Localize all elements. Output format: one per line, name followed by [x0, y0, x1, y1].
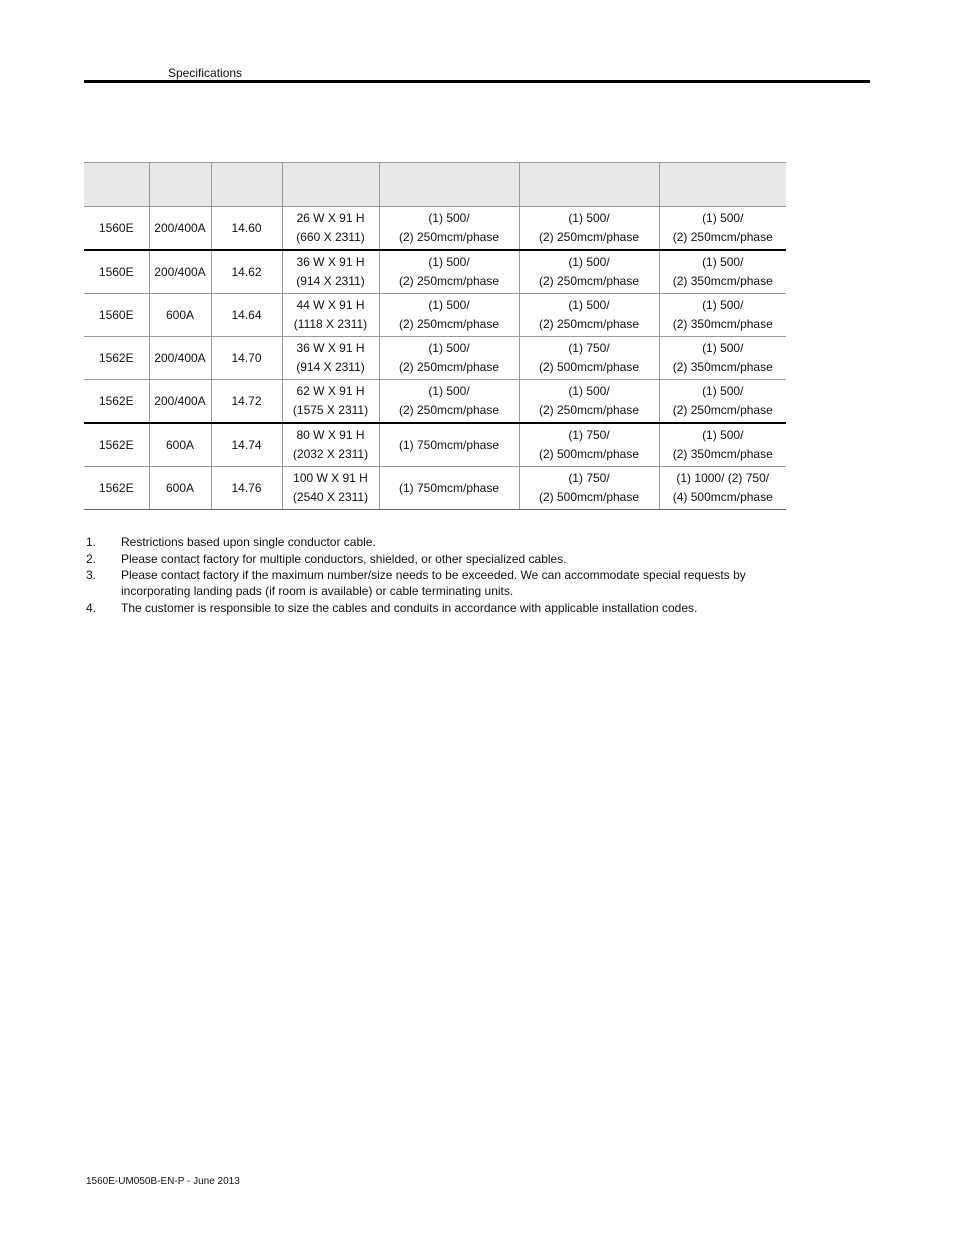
table-cell-line: (1) 750mcm/phase	[398, 480, 500, 495]
table-cell-line: (2) 250mcm/phase	[398, 360, 500, 374]
table-cell-line: (4) 500mcm/phase	[672, 490, 773, 504]
table-cell-line: (2) 500mcm/phase	[538, 360, 640, 374]
table-cell-line: (914 X 2311)	[296, 274, 365, 288]
table-cell	[519, 337, 659, 380]
table-cell-line: (2) 250mcm/phase	[398, 230, 500, 244]
table-cell	[659, 337, 786, 380]
table-cell-line: (2) 350mcm/phase	[672, 274, 773, 288]
table-cell-line: (2) 500mcm/phase	[538, 490, 640, 504]
table-row	[84, 207, 786, 251]
specifications-table	[84, 162, 786, 510]
table-cell: 14.60	[211, 207, 282, 251]
table-cell: 14.70	[211, 337, 282, 380]
table-cell-line: (2) 250mcm/phase	[398, 403, 500, 417]
footnote-number: 1.	[86, 535, 97, 549]
table-cell-line: (1) 500/	[428, 211, 470, 225]
table-cell: 600A	[149, 294, 211, 337]
table-cell	[519, 294, 659, 337]
table-cell-line: (1) 1000/ (2) 750/	[676, 471, 770, 485]
table-cell-line: (2) 250mcm/phase	[538, 403, 640, 417]
table-cell: 200/400A	[149, 380, 211, 424]
footnote-item	[86, 534, 786, 550]
table-cell-line: (2) 250mcm/phase	[538, 274, 640, 288]
table-cell	[519, 207, 659, 251]
table-cell-line: (2) 250mcm/phase	[538, 317, 640, 331]
footnote-number: 3.	[86, 568, 97, 582]
table-cell	[519, 250, 659, 294]
table-cell-line: 44 W X 91 H	[296, 298, 365, 312]
table-cell-line: (1) 500/	[702, 428, 744, 442]
footnote-text: Please contact factory for multiple conductors, shielded, or other specialized cables.	[121, 551, 567, 566]
table-cell: 1562E	[84, 337, 149, 380]
table-cell-line: (1) 500/	[428, 341, 470, 355]
table-cell: 1560E	[84, 250, 149, 294]
table-cell-line: (1) 500/	[428, 384, 470, 398]
table-row	[84, 337, 786, 380]
table-cell	[282, 207, 379, 251]
table-header-cell	[211, 163, 282, 207]
table-cell: 14.62	[211, 250, 282, 294]
table-cell-line: (660 X 2311)	[296, 230, 365, 244]
table-cell	[659, 380, 786, 424]
table-cell-line: (1118 X 2311)	[293, 317, 368, 331]
table-cell-line: (1) 500/	[428, 298, 470, 312]
table-cell	[282, 294, 379, 337]
table-cell-line: 80 W X 91 H	[296, 428, 365, 442]
footnote-text: Restrictions based upon single conductor cable.	[121, 535, 376, 549]
table-cell: 1560E	[84, 294, 149, 337]
table-cell: 14.76	[211, 467, 282, 510]
table-cell	[659, 294, 786, 337]
table-cell	[659, 207, 786, 251]
table-cell	[379, 207, 519, 251]
table-cell-line: (2) 350mcm/phase	[672, 447, 773, 461]
table-cell	[282, 380, 379, 424]
table-cell: 600A	[149, 467, 211, 510]
table-cell-line: (1) 500/	[702, 255, 744, 269]
table-cell: 200/400A	[149, 337, 211, 380]
table-cell	[282, 423, 379, 467]
table-cell: 1562E	[84, 423, 149, 467]
table-cell: 14.64	[211, 294, 282, 337]
table-header-cell	[519, 163, 659, 207]
table-cell-line: (2) 350mcm/phase	[672, 360, 773, 374]
table-cell-line: 36 W X 91 H	[296, 341, 365, 355]
table-body	[84, 207, 786, 510]
footnote-item	[86, 600, 786, 616]
table-cell	[379, 467, 519, 510]
table-cell-line: (2) 250mcm/phase	[672, 403, 773, 417]
table-row	[84, 467, 786, 510]
table-cell-line: 100 W X 91 H	[293, 471, 368, 485]
table-cell-line: (1575 X 2311)	[292, 403, 369, 417]
table-cell-line: (1) 500/	[428, 255, 470, 269]
table-cell-line: 36 W X 91 H	[296, 255, 365, 269]
table-cell-line: (2032 X 2311)	[292, 447, 369, 461]
footnotes	[86, 534, 786, 616]
table-header-cell	[282, 163, 379, 207]
table-row	[84, 250, 786, 294]
footnote-item	[86, 567, 786, 599]
table-row	[84, 423, 786, 467]
table-cell	[659, 250, 786, 294]
table-cell-line: (1) 750/	[568, 471, 610, 485]
footnote-number: 2.	[86, 551, 97, 566]
table-cell-line: (2) 250mcm/phase	[538, 230, 640, 244]
table-cell	[282, 467, 379, 510]
table-cell-line: (2) 250mcm/phase	[398, 274, 500, 288]
page-footer: 1560E-UM050B-EN-P - June 2013	[86, 1176, 240, 1187]
table-cell	[282, 337, 379, 380]
table-cell-line: (1) 500/	[568, 211, 610, 225]
table-header-cell	[84, 163, 149, 207]
table-cell: 1560E	[84, 207, 149, 251]
footnote-item	[86, 551, 786, 567]
table-cell-line: (1) 500/	[568, 298, 610, 312]
table-cell	[659, 423, 786, 467]
table-cell	[379, 423, 519, 467]
table-cell	[379, 294, 519, 337]
table-cell: 600A	[149, 423, 211, 467]
table-cell	[659, 467, 786, 510]
table-cell-line: (2) 500mcm/phase	[538, 447, 640, 461]
table-cell-line: (2) 250mcm/phase	[672, 230, 773, 244]
table-cell-line: (1) 500/	[568, 384, 610, 398]
table-cell	[379, 380, 519, 424]
table-cell: 14.74	[211, 423, 282, 467]
table-row	[84, 294, 786, 337]
table-cell-line: (1) 500/	[568, 255, 610, 269]
table-cell	[519, 423, 659, 467]
table-cell	[282, 250, 379, 294]
table-cell	[519, 380, 659, 424]
table-cell-line: 26 W X 91 H	[296, 211, 365, 225]
table-cell-line: (2540 X 2311)	[292, 490, 369, 504]
table-cell-line: 62 W X 91 H	[296, 384, 365, 398]
table-cell-line: (2) 350mcm/phase	[672, 317, 773, 331]
footnote-text: The customer is responsible to size the cables and conduits in accordance with applicable installation codes.	[121, 600, 698, 615]
table-cell: 200/400A	[149, 207, 211, 251]
table-header-cell	[149, 163, 211, 207]
table-header-row	[84, 163, 786, 207]
table-cell-line: (1) 500/	[702, 341, 744, 355]
table-cell-line: (1) 750/	[568, 341, 610, 355]
table-cell: 200/400A	[149, 250, 211, 294]
table-cell: 14.72	[211, 380, 282, 424]
table-header-cell	[379, 163, 519, 207]
table-cell-line: (1) 500/	[702, 211, 744, 225]
table-cell-line: (914 X 2311)	[296, 360, 365, 374]
table-cell: 1562E	[84, 467, 149, 510]
table-row	[84, 380, 786, 424]
header-rule	[84, 80, 870, 83]
table-header-cell	[659, 163, 786, 207]
footnote-text: Please contact factory if the maximum number/size needs to be exceeded. We can accommodate special requests by incorporating landing pads (if room is available) or cable terminating units.	[121, 568, 746, 598]
table-cell-line: (1) 750mcm/phase	[398, 437, 500, 452]
table-cell-line: (1) 750/	[568, 428, 610, 442]
footnote-number: 4.	[86, 600, 97, 615]
table-cell: 1562E	[84, 380, 149, 424]
table-cell	[519, 467, 659, 510]
table-cell-line: (1) 500/	[702, 298, 744, 312]
table-cell-line: (2) 250mcm/phase	[398, 317, 500, 331]
table-cell	[379, 250, 519, 294]
table-cell	[379, 337, 519, 380]
table-cell-line: (1) 500/	[702, 384, 744, 398]
section-header: Specifications	[168, 66, 243, 80]
